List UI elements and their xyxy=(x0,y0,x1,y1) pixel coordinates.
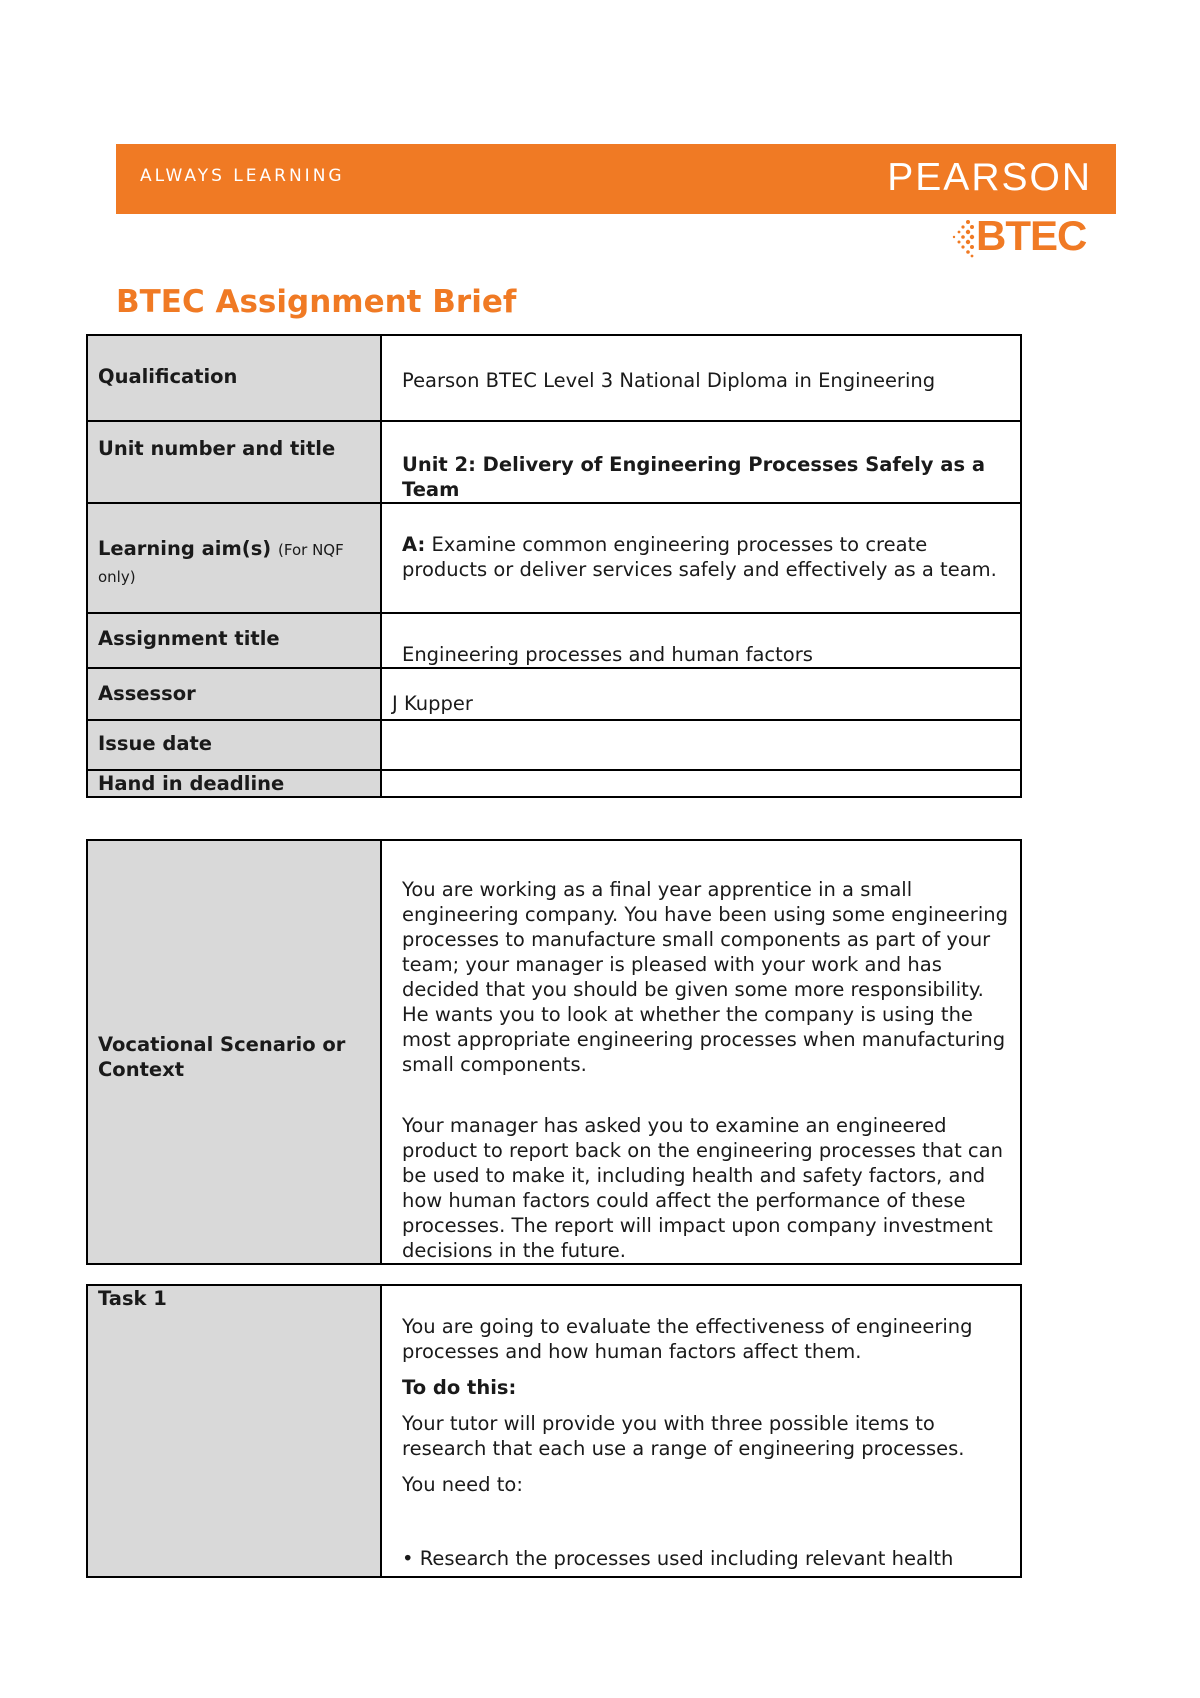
scenario-paragraph: Your manager has asked you to examine an engineered product to report back on the engineering processes that can be used to make it, including health and safety factors, and how human factors could affect the performance of these processes. The report will impact upon company investment decisions in the future. xyxy=(402,1114,1003,1262)
qualification-row xyxy=(87,335,1021,421)
learning-aim-value: Examine common engineering processes to create products or deliver services safely and effectively as a team. xyxy=(402,533,997,581)
btec-logo xyxy=(950,212,1120,264)
task1-intro: You are going to evaluate the effectiveness of engineering processes and how human factors affect them. xyxy=(402,1315,973,1363)
deadline-label: Hand in deadline xyxy=(87,770,381,797)
deadline-row xyxy=(87,770,1021,797)
scenario-table xyxy=(86,839,1022,1265)
task1-table xyxy=(86,1284,1022,1578)
qualification-value: Pearson BTEC Level 3 National Diploma in Engineering xyxy=(381,335,1021,421)
learning-aim-note: (For NQF only) xyxy=(98,541,344,586)
task1-tutor: Your tutor will provide you with three possible items to research that each use a range of engineering processes. xyxy=(402,1412,965,1460)
learning-aim-label: Learning aim(s) xyxy=(98,537,272,560)
assignment-value: Engineering processes and human factors xyxy=(381,613,1021,668)
assignment-row xyxy=(87,613,1021,668)
qualification-label: Qualification xyxy=(87,335,381,421)
task1-need: You need to: xyxy=(402,1473,523,1496)
learning-aim-prefix: A: xyxy=(402,533,426,556)
unit-value: Unit 2: Delivery of Engineering Processes Safely as a Team xyxy=(381,421,1021,503)
details-table xyxy=(86,334,1022,798)
learning-aim-label-cell xyxy=(87,503,381,613)
unit-label: Unit number and title xyxy=(87,421,381,503)
task1-content-cell xyxy=(381,1285,1021,1577)
bullet-icon: • xyxy=(402,1547,414,1570)
assessor-value: J Kupper xyxy=(381,668,1021,720)
page-title: BTEC Assignment Brief xyxy=(116,284,517,320)
assignment-label: Assignment title xyxy=(87,613,381,668)
task1-bullet-text: Research the processes used including relevant health xyxy=(419,1547,954,1570)
pearson-logo-text: PEARSON xyxy=(887,156,1092,199)
btec-dots-icon xyxy=(950,218,976,258)
issue-date-label: Issue date xyxy=(87,720,381,770)
unit-row xyxy=(87,421,1021,503)
task1-label: Task 1 xyxy=(87,1285,381,1577)
deadline-value xyxy=(381,770,1021,797)
scenario-paragraph: You are working as a final year apprentice in a small engineering company. You have been using some engineering processes to manufacture small components as part of your team; your manager is pleased with your work and has decided that you should be given some more responsibility. He wants you to look at whether the company is using the most appropriate engineering processes when manufacturing small components. xyxy=(402,878,1008,1076)
issue-date-value xyxy=(381,720,1021,770)
scenario-label: Vocational Scenario or Context xyxy=(87,840,381,1264)
tagline: ALWAYS LEARNING xyxy=(140,166,345,186)
assessor-row xyxy=(87,668,1021,720)
scenario-row xyxy=(87,840,1021,1264)
assessor-label: Assessor xyxy=(87,668,381,720)
learning-aim-value-cell xyxy=(381,503,1021,613)
issue-date-row xyxy=(87,720,1021,770)
pearson-banner xyxy=(116,144,1116,214)
task1-bullet-item xyxy=(402,1546,1010,1571)
task1-todo: To do this: xyxy=(402,1376,517,1399)
task1-row xyxy=(87,1285,1021,1577)
scenario-text-cell xyxy=(381,840,1021,1264)
btec-logo-text: BTEC xyxy=(976,212,1087,259)
learning-aim-row xyxy=(87,503,1021,613)
